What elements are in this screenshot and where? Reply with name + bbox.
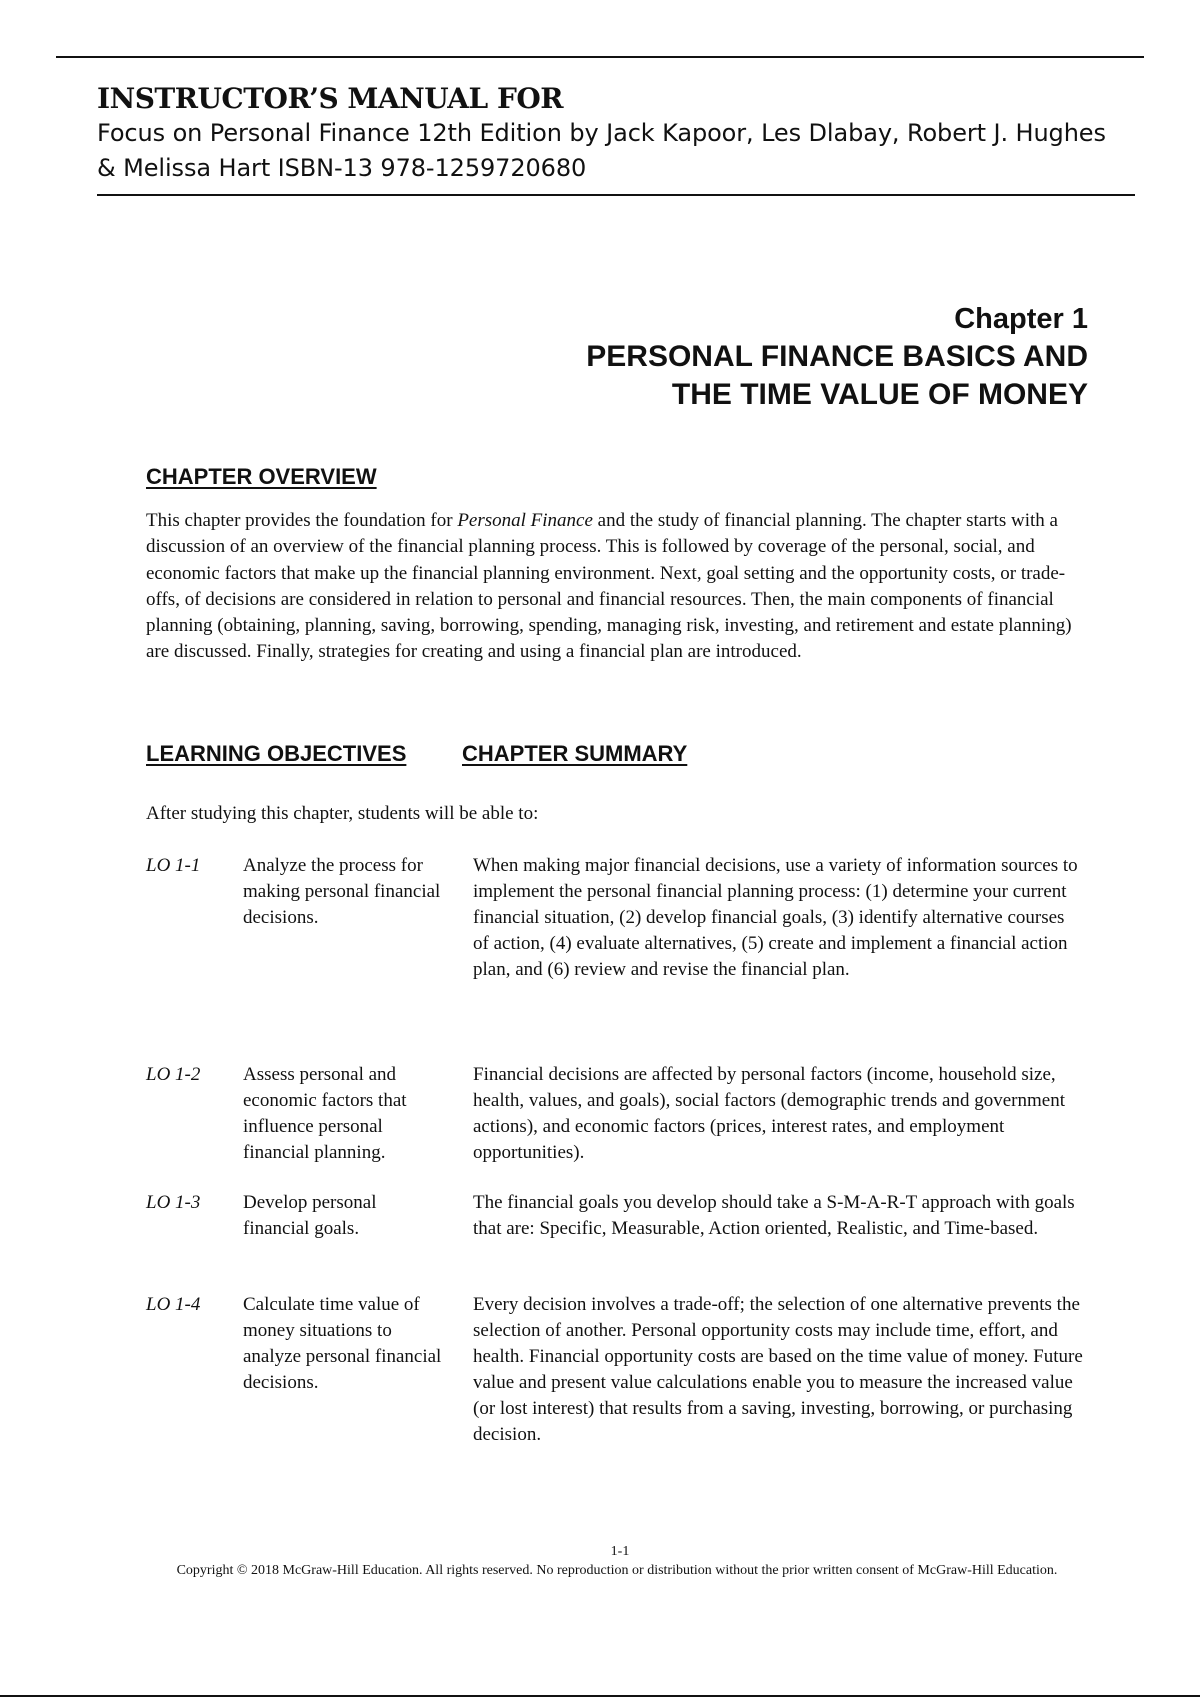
overview-text-rest: and the study of financial planning. The chapter starts with a discussion of an overview of the financial planning process. This is followed by coverage of the personal, social, and economic factors that make up the financial planning environment. Next, goal setting and the opportunity costs, or trade-offs, of decisions are considered in relation to personal and financial resources. Then, the main components of financial planning (obtaining, planning, saving, borrowing, spending, managing risk, investing, and retirement and estate planning) are discussed. Finally, strategies for creating and using a financial plan are introduced.	[146, 510, 1072, 663]
copyright-notice: Copyright © 2018 McGraw-Hill Education. All rights reserved. No reproduction or distribution without the prior written consent of McGraw-Hill Education.	[176, 1563, 1058, 1578]
objective-summary: When making major financial decisions, use a variety of information sources to implement the personal financial planning process: (1) determine your current financial situation, (2) develop financial goals, (3) identify alternative courses of action, (4) evaluate alternatives, (5) create and implement a financial action plan, and (6) review and revise the financial plan.	[473, 855, 1078, 980]
header-rule	[97, 194, 1135, 196]
objectives-intro: After studying this chapter, students will be able to:	[146, 803, 539, 824]
objective-text: Develop personal financial goals.	[243, 1192, 377, 1239]
objective-summary: The financial goals you develop should take a S-M-A-R-T approach with goals that are: Specific, Measurable, Action oriented, Realistic, and Time-based.	[473, 1192, 1075, 1239]
objective-text: Analyze the process for making personal financial decisions.	[243, 855, 441, 928]
objective-summary: Financial decisions are affected by personal factors (income, household size, health, values, and goals), social factors (demographic trends and government actions), and economic factors (prices, interest rates, and employment opportunities).	[473, 1064, 1065, 1163]
objective-text: Calculate time value of money situations to analyze personal financial decisions.	[243, 1294, 442, 1393]
chapter-summary-heading: CHAPTER SUMMARY	[462, 741, 688, 766]
chapter-title-line-2: THE TIME VALUE OF MONEY	[671, 378, 1088, 411]
objective-summary: Every decision involves a trade-off; the selection of one alternative prevents the selection of another. Personal opportunity costs may include time, effort, and health. Financial opportunity costs are based on the time value of money. Future value and present value calculations enable you to measure the increased value (or lost interest) that results from a saving, investing, borrowing, or purchasing decision.	[473, 1294, 1083, 1445]
book-title-line-2: & Melissa Hart ISBN-13 978-1259720680	[97, 154, 587, 182]
overview-paragraph	[146, 508, 1086, 666]
document-header	[97, 82, 1137, 186]
overview-text-start: This chapter provides the foundation for	[146, 510, 458, 531]
book-title-line-1: Focus on Personal Finance 12th Edition by Jack Kapoor, Les Dlabay, Robert J. Hughes	[97, 119, 1106, 147]
objective-text: Assess personal and economic factors that influence personal financial planning.	[243, 1064, 407, 1163]
objective-code: LO 1-2	[146, 1064, 201, 1085]
bottom-rule	[0, 1695, 1200, 1697]
overview-heading: CHAPTER OVERVIEW	[146, 464, 377, 489]
overview-text-italic: Personal Finance	[457, 510, 593, 531]
chapter-title-line-1: PERSONAL FINANCE BASICS AND	[586, 340, 1088, 373]
chapter-number: Chapter 1	[954, 303, 1088, 335]
page-number: 1-1	[610, 1544, 630, 1559]
objective-code: LO 1-1	[146, 855, 201, 876]
objective-code: LO 1-4	[146, 1294, 201, 1315]
manual-title: INSTRUCTOR’S MANUAL FOR	[97, 82, 564, 115]
top-rule	[56, 56, 1144, 58]
chapter-heading	[586, 300, 1088, 414]
objective-code: LO 1-3	[146, 1192, 201, 1213]
learning-objectives-heading: LEARNING OBJECTIVES	[146, 741, 407, 766]
